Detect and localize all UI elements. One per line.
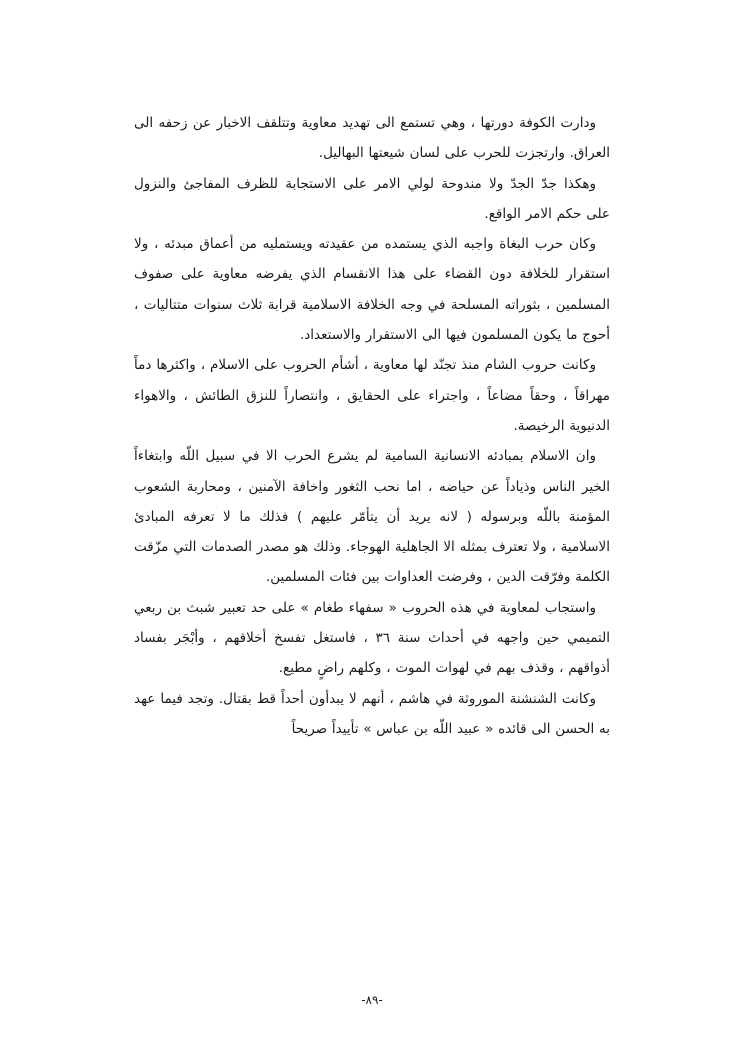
paragraph-5: وان الاسلام بمبادئه الانسانية السامية لم يشرع الحرب الا في سبيل اللّه وابتغاءاً الخير الناس وذياداً عن حياضه ، اما نحب الثغور واخافة الآمنين ، ومحاربة الشعوب المؤمنة باللّه وبرسوله ( لانه يريد أن يتأمّر عليهم ) فذلك ما لا تعرفه المبادئ الاسلامية ، ولا تعترف بمثله الا الجاهلية الهوجاء. وذلك هو مصدر الصدمات التي مزّقت الكلمة وفرّقت الدين ، وفرضت العداوات بين فئات المسلمين. <box>134 448 610 586</box>
paragraph-3: وكان حرب البغاة واجبه الذي يستمده من عقيدته ويستمليه من أعماق مبدئه ، ولا استقرار للخلافة دون القضاء على هذا الانقسام الذي يفرضه معاوية على صفوف المسلمين ، بثوراته المسلحة في وجه الخلافة الاسلامية قرابة ثلاث سنوات متتاليات ، أحوج ما يكون المسلمون فيها الى الاستقرار والاستعداد. <box>134 236 610 344</box>
paragraph-1: ودارت الكوفة دورتها ، وهي تستمع الى تهديد معاوية وتتلقف الاخبار عن زحفه الى العراق. وارتجزت للحرب على لسان شيعتها البهاليل. <box>134 115 610 162</box>
paragraph-6: واستجاب لمعاوية في هذه الحروب « سفهاء طغام » على حد تعبير شبث بن ربعي التميمي حين واجهه في أحداث سنة ٣٦ ، فاستغل تفسخ أخلاقهم ، وأبْجَر بفساد أذواقهم ، وقذف بهم في لهوات الموت ، وكلهم راضٍ مطيع. <box>134 599 610 677</box>
page-body <box>134 108 610 744</box>
paragraph-2: وهكذا جدّ الجدّ ولا مندوحة لولي الامر على الاستجابة للظرف المفاجئ والنزول على حكم الامر الواقع. <box>134 175 610 222</box>
page-number: -٨٩- <box>361 993 383 1007</box>
paragraph-4: وكانت حروب الشام منذ تجنّد لها معاوية ، أشأم الحروب على الاسلام ، واكثرها دماً مهراقاً ، وحقاً مضاعاً ، واجتراء على الحقايق ، وانتصاراً للنزق الطائش ، والاهواء الدنيوية الرخيصة. <box>134 357 610 434</box>
paragraph-7: وكانت الشنشنة الموروثة في هاشم ، أنهم لا يبدأون أحداً قط بقتال. وتجد فيما عهد به الحسن الى قائده « عبيد اللّه بن عباس » تأييداً صريحاً <box>134 690 610 737</box>
